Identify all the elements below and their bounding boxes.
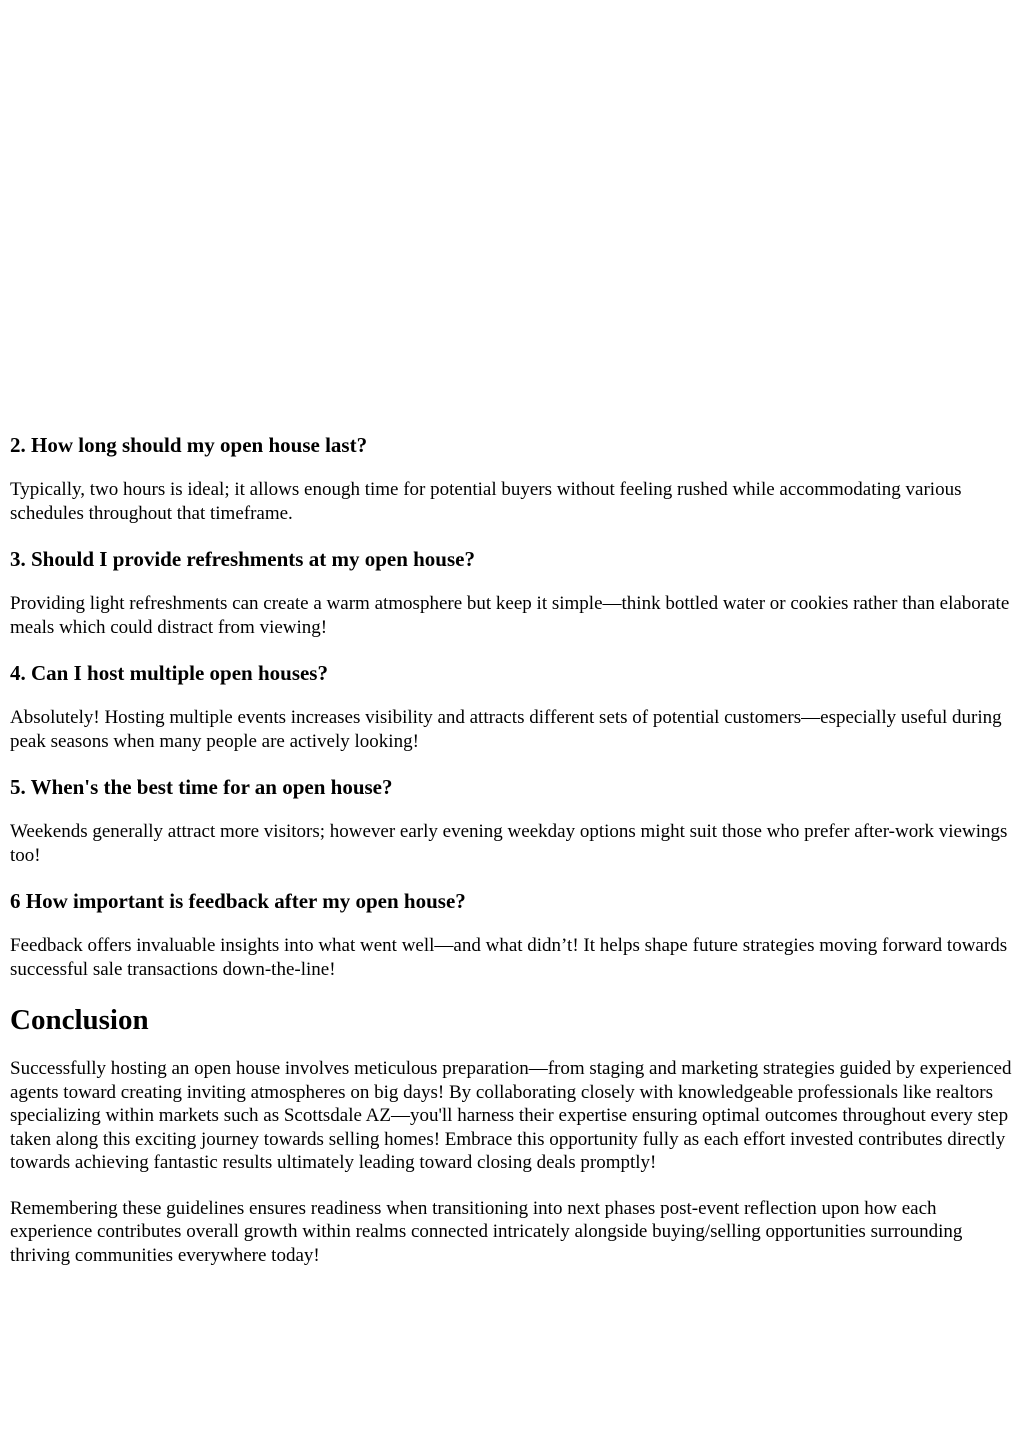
faq-question: 3. Should I provide refreshments at my open house? [10,547,475,571]
conclusion-paragraph: Successfully hosting an open house involves meticulous preparation—from staging and marketing strategies guided by experienced agents toward creating inviting atmospheres on big days! By collaborating closely with knowledgeable professionals like realtors specializing within markets such as Scottsdale AZ—you'll harness their expertise ensuring optimal outcomes throughout every step taken along this exciting journey towards selling homes! Embrace this opportunity fully as each effort invested contributes directly towards achieving fantastic results ultimately leading toward closing deals promptly! [10,1058,1012,1173]
conclusion-heading: Conclusion [10,1004,149,1036]
faq-answer: Weekends generally attract more visitors; however early evening weekday options might suit those who prefer after-work viewings too! [10,821,1008,866]
conclusion-paragraph: Remembering these guidelines ensures readiness when transitioning into next phases post-event reflection upon how each experience contributes overall growth within realms connected intricately alongside buying/selling opportunities surrounding thriving communities everywhere today! [10,1197,963,1266]
faq-item [10,775,1014,867]
faq-question: 5. When's the best time for an open house? [10,775,393,799]
blank-image-area [0,0,1024,418]
faq-answer: Providing light refreshments can create a warm atmosphere but keep it simple—think bottled water or cookies rather than elaborate meals which could distract from viewing! [10,593,1010,638]
conclusion-section [10,1003,1014,1267]
faq-answer: Absolutely! Hosting multiple events increases visibility and attracts different sets of potential customers—especially useful during peak seasons when many people are actively looking! [10,707,1002,752]
faq-answer: Typically, two hours is ideal; it allows enough time for potential buyers without feeling rushed while accommodating various schedules throughout that timeframe. [10,479,962,524]
faq-item [10,433,1014,525]
faq-item [10,661,1014,753]
faq-item [10,889,1014,981]
faq-question: 4. Can I host multiple open houses? [10,661,328,685]
faq-item [10,547,1014,639]
faq-answer: Feedback offers invaluable insights into what went well—and what didn’t! It helps shape future strategies moving forward towards successful sale transactions down-the-line! [10,935,1008,980]
faq-question: 2. How long should my open house last? [10,433,368,457]
article-body [0,433,1024,1267]
faq-question: 6 How important is feedback after my open house? [10,889,466,913]
